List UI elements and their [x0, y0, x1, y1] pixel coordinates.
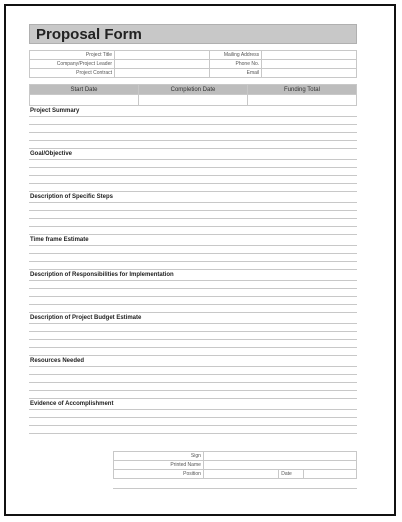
writing-line[interactable] — [29, 117, 357, 125]
mailing-address-label: Mailing Address — [209, 51, 261, 60]
section-title: Time frame Estimate — [29, 235, 357, 246]
writing-line[interactable] — [29, 227, 357, 235]
writing-line[interactable] — [29, 262, 357, 270]
writing-line[interactable] — [29, 332, 357, 340]
section-budget-estimate — [29, 313, 357, 356]
writing-line[interactable] — [29, 297, 357, 305]
writing-line[interactable] — [29, 203, 357, 211]
writing-line[interactable] — [29, 141, 357, 149]
section-title: Resources Needed — [29, 356, 357, 367]
project-title-field[interactable] — [115, 51, 210, 60]
start-date-field[interactable] — [30, 95, 139, 106]
company-leader-label: Company/Project Leader — [30, 60, 115, 69]
phone-field[interactable] — [262, 60, 357, 69]
writing-line[interactable] — [29, 133, 357, 141]
writing-line[interactable] — [29, 281, 357, 289]
section-title: Description of Specific Steps — [29, 192, 357, 203]
dates-table — [29, 84, 357, 106]
form-title: Proposal Form — [36, 25, 142, 43]
writing-line[interactable] — [29, 418, 357, 426]
form-title-bar — [29, 24, 357, 44]
writing-line[interactable] — [29, 219, 357, 227]
company-leader-field[interactable] — [115, 60, 210, 69]
writing-line[interactable] — [29, 324, 357, 332]
section-title: Description of Responsibilities for Implementation — [29, 270, 357, 281]
project-title-label: Project Title — [30, 51, 115, 60]
section-time-frame — [29, 235, 357, 270]
funding-total-field[interactable] — [248, 95, 357, 106]
writing-line[interactable] — [29, 254, 357, 262]
section-goal-objective — [29, 149, 357, 192]
writing-line[interactable] — [29, 383, 357, 391]
section-title: Description of Project Budget Estimate — [29, 313, 357, 324]
funding-total-header: Funding Total — [248, 85, 357, 95]
section-project-summary — [29, 106, 357, 149]
sign-label: Sign — [114, 452, 204, 461]
project-contract-label: Project Contract — [30, 69, 115, 78]
position-label: Position — [114, 470, 204, 479]
writing-line[interactable] — [29, 367, 357, 375]
proposal-form — [29, 24, 357, 434]
writing-line[interactable] — [29, 176, 357, 184]
printed-name-label: Printed Name — [114, 461, 204, 470]
section-responsibilities — [29, 270, 357, 313]
signature-table — [113, 451, 357, 479]
writing-line[interactable] — [29, 211, 357, 219]
writing-line[interactable] — [29, 160, 357, 168]
sign-field[interactable] — [203, 452, 356, 461]
phone-label: Phone No. — [209, 60, 261, 69]
section-specific-steps — [29, 192, 357, 235]
completion-date-field[interactable] — [139, 95, 248, 106]
start-date-header: Start Date — [30, 85, 139, 95]
writing-line[interactable] — [29, 391, 357, 399]
section-title: Project Summary — [29, 106, 357, 117]
signature-block — [113, 451, 357, 489]
writing-line[interactable] — [29, 340, 357, 348]
writing-line[interactable] — [29, 426, 357, 434]
writing-line[interactable] — [29, 168, 357, 176]
writing-line[interactable] — [29, 246, 357, 254]
writing-line[interactable] — [29, 305, 357, 313]
section-evidence — [29, 399, 357, 434]
printed-name-field[interactable] — [203, 461, 356, 470]
writing-line[interactable] — [29, 184, 357, 192]
section-resources-needed — [29, 356, 357, 399]
date-field[interactable] — [303, 470, 356, 479]
info-table — [29, 50, 357, 78]
writing-line[interactable] — [29, 410, 357, 418]
mailing-address-field[interactable] — [262, 51, 357, 60]
writing-line[interactable] — [29, 348, 357, 356]
section-title: Goal/Objective — [29, 149, 357, 160]
section-title: Evidence of Accomplishment — [29, 399, 357, 410]
date-label: Date — [279, 470, 303, 479]
position-field[interactable] — [203, 470, 278, 479]
project-contract-field[interactable] — [115, 69, 210, 78]
email-field[interactable] — [262, 69, 357, 78]
writing-line[interactable] — [29, 125, 357, 133]
email-label: Email — [209, 69, 261, 78]
signature-extra-line[interactable] — [113, 479, 357, 489]
writing-line[interactable] — [29, 289, 357, 297]
writing-line[interactable] — [29, 375, 357, 383]
completion-date-header: Completion Date — [139, 85, 248, 95]
